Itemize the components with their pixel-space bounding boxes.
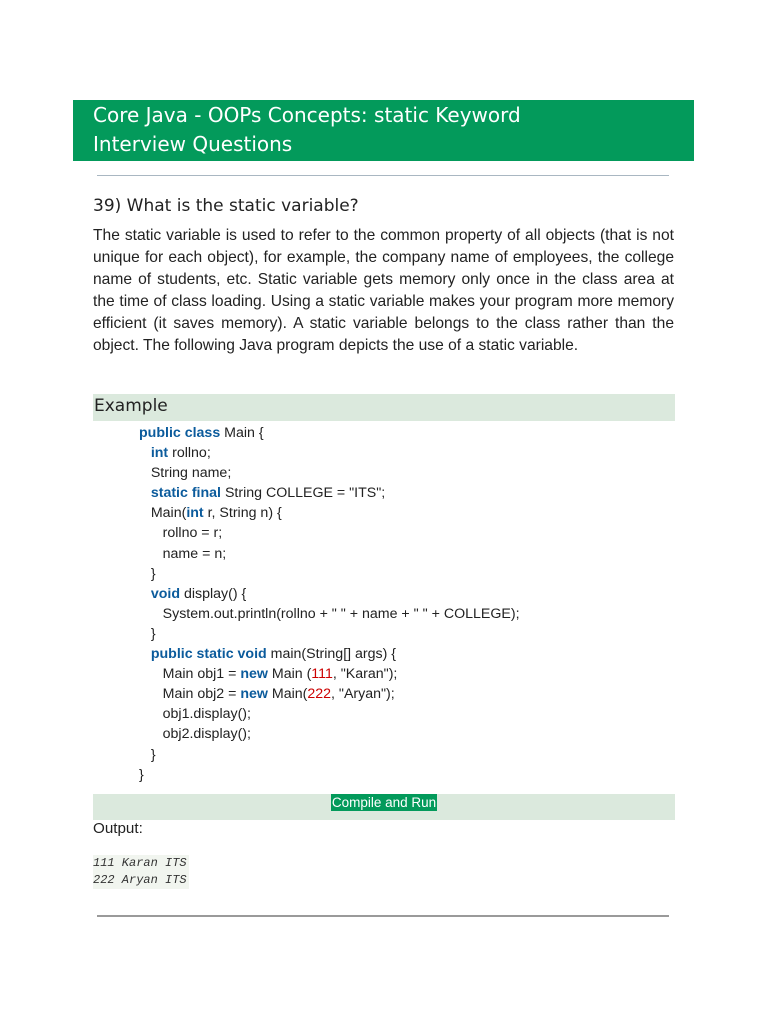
compile-run-bar (93, 794, 675, 820)
code-line: Main obj2 = new Main(222, "Aryan"); (162, 686, 395, 703)
code-line: obj2.display(); (162, 726, 251, 743)
code-line: System.out.println(rollno + " " + name + " " + COLLEGE); (162, 605, 520, 622)
code-line: String name; (150, 465, 232, 482)
page-title-line-2: Interview Questions (93, 132, 293, 156)
page-title-line-1: Core Java - OOPs Concepts: static Keyword (93, 103, 521, 127)
output-line: 222 Aryan ITS (93, 873, 187, 887)
divider-bottom (97, 915, 669, 917)
answer-paragraph: The static variable is used to refer to the common property of all objects (that is not unique for each object), for example, the company name of employees, the college name of students, etc. Static variable gets memory only once in the class area at the time of class loading. Using a static variable makes your program more memory efficient (it saves memory). A static variable belongs to the class rather than the object. The following Java program depicts the use of a static variable. (93, 227, 674, 354)
code-line: public class Main { (139, 425, 264, 441)
code-line: rollno = r; (162, 525, 223, 542)
output-block (93, 855, 189, 889)
compile-and-run-button[interactable]: Compile and Run (331, 795, 437, 810)
code-line: public static void main(String[] args) { (150, 646, 397, 663)
code-line: int rollno; (150, 445, 211, 462)
code-line: name = n; (162, 545, 227, 562)
code-line: } (150, 746, 156, 763)
code-line: obj1.display(); (162, 706, 251, 723)
code-line: } (150, 625, 156, 642)
code-line: } (150, 565, 156, 582)
divider-top (97, 175, 669, 176)
code-line: } (139, 766, 144, 783)
page-title-banner (73, 100, 694, 161)
code-line: Main(int r, String n) { (150, 505, 282, 522)
question-heading: 39) What is the static variable? (93, 196, 359, 216)
example-heading: Example (93, 394, 675, 421)
code-line: static final String COLLEGE = "ITS"; (150, 485, 386, 502)
code-line: Main obj1 = new Main (111, "Karan"); (162, 666, 398, 683)
code-line: void display() { (150, 585, 247, 602)
output-label: Output: (93, 820, 143, 837)
code-block (139, 423, 659, 785)
output-line: 111 Karan ITS (93, 856, 187, 870)
